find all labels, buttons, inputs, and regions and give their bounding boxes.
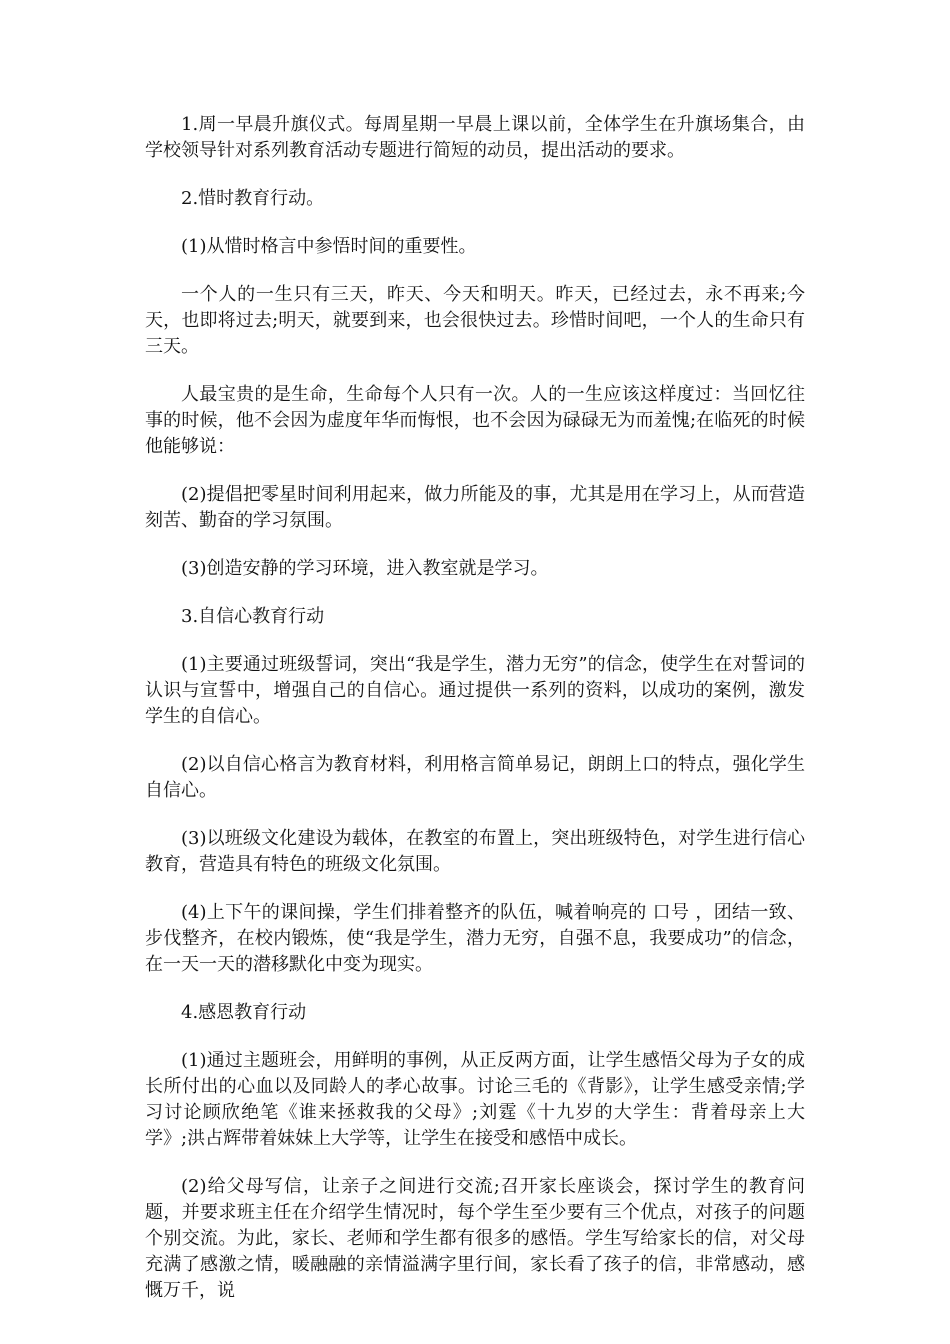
paragraph-exercise: (4)上下午的课间操，学生们排着整齐的队伍，喊着响亮的 口号 ，团结一致、步伐整齐，在校内锻炼，使“我是学生，潜力无穷，自强不息，我要成功”的信念，在一天一天的潜移默化中变为现实。	[145, 902, 805, 975]
paragraph-class-culture: (3)以班级文化建设为载体，在教室的布置上，突出班级特色，对学生进行信心教育，营造具有特色的班级文化氛围。	[145, 828, 805, 875]
heading-time-education: 2.惜时教育行动。	[181, 188, 325, 209]
paragraph-three-days: 一个人的一生只有三天，昨天、今天和明天。昨天，已经过去，永不再来;今天，也即将过去;明天，就要到来，也会很快过去。珍惜时间吧，一个人的生命只有三天。	[145, 284, 805, 357]
paragraph-spare-time: (2)提倡把零星时间利用起来，做力所能及的事，尤其是用在学习上，从而营造刻苦、勤奋的学习氛围。	[145, 484, 805, 531]
paragraph-flag-ceremony: 1.周一早晨升旗仪式。每周星期一早晨上课以前，全体学生在升旗场集合，由学校领导针对系列教育活动专题进行简短的动员，提出活动的要求。	[145, 114, 805, 161]
paragraph-letters-to-parents: (2)给父母写信，让亲子之间进行交流;召开家长座谈会，探讨学生的教育问题，并要求班主任在介绍学生情况时，每个学生至少要有三个优点，对孩子的问题个别交流。为此，家长、老师和学生都有很多的感悟。学生写给家长的信，对父母充满了感激之情，暖融融的亲情溢满字里行间，家长看了孩子的信，非常感动，感慨万千，说	[145, 1176, 805, 1301]
paragraph-quiet-environment: (3)创造安静的学习环境，进入教室就是学习。	[181, 558, 549, 579]
paragraph-time-maxims: (1)从惜时格言中参悟时间的重要性。	[181, 236, 477, 257]
document-body	[145, 112, 805, 1326]
paragraph-life-precious: 人最宝贵的是生命，生命每个人只有一次。人的一生应该这样度过：当回忆往事的时候，他不会因为虚度年华而悔恨，也不会因为碌碌无为而羞愧;在临死的时候他能够说：	[145, 384, 805, 457]
heading-confidence-education: 3.自信心教育行动	[181, 606, 325, 627]
heading-gratitude-education: 4.感恩教育行动	[181, 1002, 307, 1023]
paragraph-theme-meeting: (1)通过主题班会，用鲜明的事例，从正反两方面，让学生感悟父母为子女的成长所付出的心血以及同龄人的孝心故事。讨论三毛的《背影》，让学生感受亲情;学习讨论顾欣绝笔《谁来拯救我的父母》;刘霆《十九岁的大学生：背着母亲上大学》;洪占辉带着妹妹上大学等，让学生在接受和感悟中成长。	[145, 1050, 805, 1149]
paragraph-class-oath: (1)主要通过班级誓词，突出“我是学生，潜力无穷”的信念，使学生在对誓词的认识与宣誓中，增强自己的自信心。通过提供一系列的资料，以成功的案例，激发学生的自信心。	[145, 654, 805, 727]
paragraph-confidence-maxims: (2)以自信心格言为教育材料，利用格言简单易记，朗朗上口的特点，强化学生自信心。	[145, 754, 805, 801]
